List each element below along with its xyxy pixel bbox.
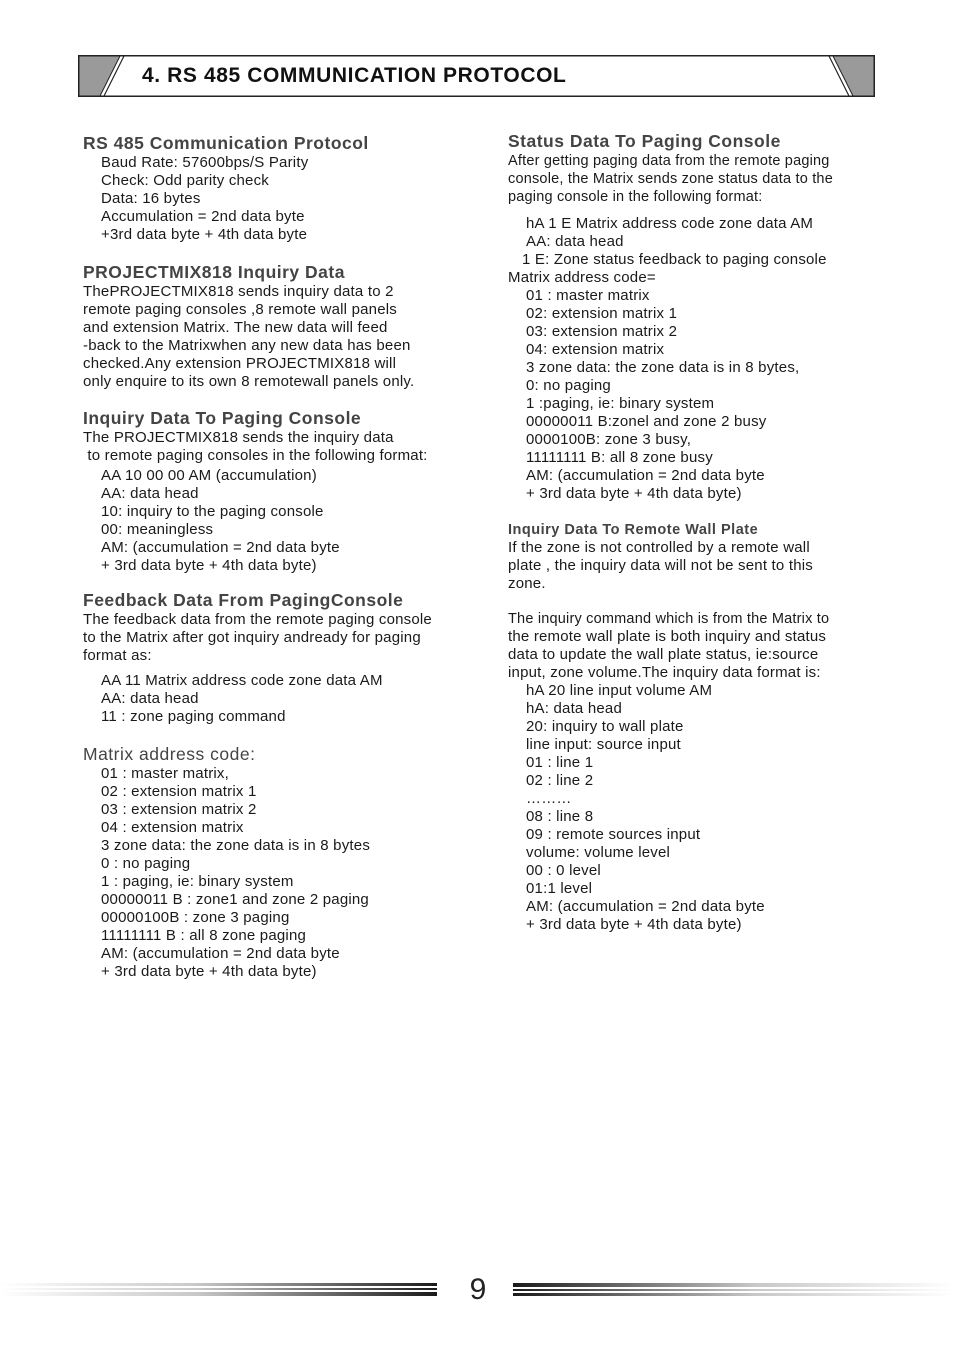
text-line: 3 zone data: the zone data is in 8 bytes, [526,359,800,376]
matrix-heading: Matrix address code: [83,744,256,764]
text-line: 02 : line 2 [526,772,594,789]
text-line: Data: 16 bytes [101,190,201,207]
text-line: AM: (accumulation = 2nd data byte [101,539,340,556]
status-heading: Status Data To Paging Console [508,131,781,151]
status-lines [508,152,878,206]
feedback-format [83,672,483,726]
wall-plate-format [508,682,878,934]
text-line: 03: extension matrix 2 [526,323,678,340]
text-line: 1 : paging, ie: binary system [101,873,294,890]
text-line: hA 20 line input volume AM [526,682,713,699]
feedback-lines [83,611,483,665]
text-line: 1 :paging, ie: binary system [526,395,715,412]
text-line: 03 : extension matrix 2 [101,801,257,818]
text-line: 3 zone data: the zone data is in 8 bytes [101,837,371,854]
text-line: 02: extension matrix 1 [526,305,678,322]
text-line: console, the Matrix sends zone status data to the [508,171,833,187]
text-line: to remote paging consoles in the following format: [83,447,428,464]
text-line: Baud Rate: 57600bps/S Parity [101,154,309,171]
text-line: 11111111 B: all 8 zone busy [526,449,713,466]
text-line: 09 : remote sources input [526,826,701,843]
feedback-heading: Feedback Data From PagingConsole [83,590,404,610]
text-line: AM: (accumulation = 2nd data byte [526,467,765,484]
text-line: ThePROJECTMIX818 sends inquiry data to 2 [83,283,394,300]
text-line: 01 : line 1 [526,754,594,771]
text-line: AA 10 00 00 AM (accumulation) [101,467,317,484]
text-line: ……… [526,790,572,807]
text-line: zone. [508,575,546,592]
rs485-lines [83,154,483,244]
text-line: hA: data head [526,700,623,717]
text-line: AA 11 Matrix address code zone data AM [101,672,383,689]
text-line: only enquire to its own 8 remotewall panels only. [83,373,415,390]
text-line: format as: [83,647,152,664]
text-line: 11111111 B : all 8 zone paging [101,927,307,944]
text-line: AA: data head [101,690,199,707]
matrix-lines [83,765,483,981]
text-line: volume: volume level [526,844,671,861]
text-line: 04 : extension matrix [101,819,244,836]
text-line: 00000011 B:zonel and zone 2 busy [526,413,767,430]
text-line: paging console in the following format: [508,189,763,205]
text-line: AA: data head [526,233,624,250]
text-line: + 3rd data byte + 4th data byte) [101,557,317,574]
text-line: 1 E: Zone status feedback to paging console [522,251,827,268]
text-line: 00: meaningless [101,521,214,538]
text-line: After getting paging data from the remote paging [508,153,830,169]
text-line: AM: (accumulation = 2nd data byte [526,898,765,915]
wall-plate-lines [508,539,878,593]
text-line: +3rd data byte + 4th data byte [101,226,308,243]
text-line: 01:1 level [526,880,593,897]
text-line: The PROJECTMIX818 sends the inquiry data [83,429,394,446]
text-line: to the Matrix after got inquiry andready for paging [83,629,421,646]
text-line: 08 : line 8 [526,808,594,825]
text-line: the remote wall plate is both inquiry and status [508,628,827,645]
text-line: input, zone volume.The inquiry data format is: [508,664,821,681]
text-line: remote paging consoles ,8 remote wall panels [83,301,397,318]
text-line: The feedback data from the remote paging console [83,611,432,628]
text-line: 04: extension matrix [526,341,665,358]
text-line: AM: (accumulation = 2nd data byte [101,945,340,962]
text-line: -back to the Matrixwhen any new data has been [83,337,411,354]
text-line: + 3rd data byte + 4th data byte) [526,485,742,502]
text-line: data to update the wall plate status, ie:source [508,646,819,663]
text-line: If the zone is not controlled by a remote wall [508,539,810,556]
section-title-bar [78,55,875,97]
page-number: 9 [469,1273,487,1306]
text-line: checked.Any extension PROJECTMIX818 will [83,355,397,372]
text-line: 11 : zone paging command [101,708,286,725]
to-console-lines [83,429,483,465]
text-line: 0000100B: zone 3 busy, [526,431,692,448]
text-line: + 3rd data byte + 4th data byte) [101,963,317,980]
left-column [83,130,483,981]
to-console-heading: Inquiry Data To Paging Console [83,408,362,428]
text-line: line input: source input [526,736,681,753]
text-line: 00000100B : zone 3 paging [101,909,290,926]
right-column [508,130,878,934]
page-title: 4. RS 485 COMMUNICATION PROTOCOL [142,64,567,87]
rs485-heading: RS 485 Communication Protocol [83,133,369,153]
text-line: 01 : master matrix [526,287,650,304]
text-line: AA: data head [101,485,199,502]
text-line: The inquiry command which is from the Matrix to [508,611,830,627]
wall-plate-lines2 [508,610,878,682]
text-line: 01 : master matrix, [101,765,229,782]
wall-plate-heading: Inquiry Data To Remote Wall Plate [508,522,759,538]
text-line: + 3rd data byte + 4th data byte) [526,916,742,933]
inquiry-lines [83,283,483,391]
text-line: Accumulation = 2nd data byte [101,208,305,225]
text-line: 00 : 0 level [526,862,601,879]
text-line: hA 1 E Matrix address code zone data AM [526,215,814,232]
text-line: 0 : no paging [101,855,191,872]
text-line: 10: inquiry to the paging console [101,503,324,520]
text-line: 20: inquiry to wall plate [526,718,684,735]
text-line: 0: no paging [526,377,611,394]
status-format [508,215,878,251]
text-line: 02 : extension matrix 1 [101,783,257,800]
inquiry-heading: PROJECTMIX818 Inquiry Data [83,262,345,282]
text-line: Check: Odd parity check [101,172,270,189]
text-line: and extension Matrix. The new data will feed [83,319,388,336]
to-console-format [83,467,483,575]
text-line: plate , the inquiry data will not be sent to this [508,557,813,574]
text-line: 00000011 B : zone1 and zone 2 paging [101,891,369,908]
text-line: Matrix address code= [508,269,656,286]
status-format2 [508,287,878,503]
